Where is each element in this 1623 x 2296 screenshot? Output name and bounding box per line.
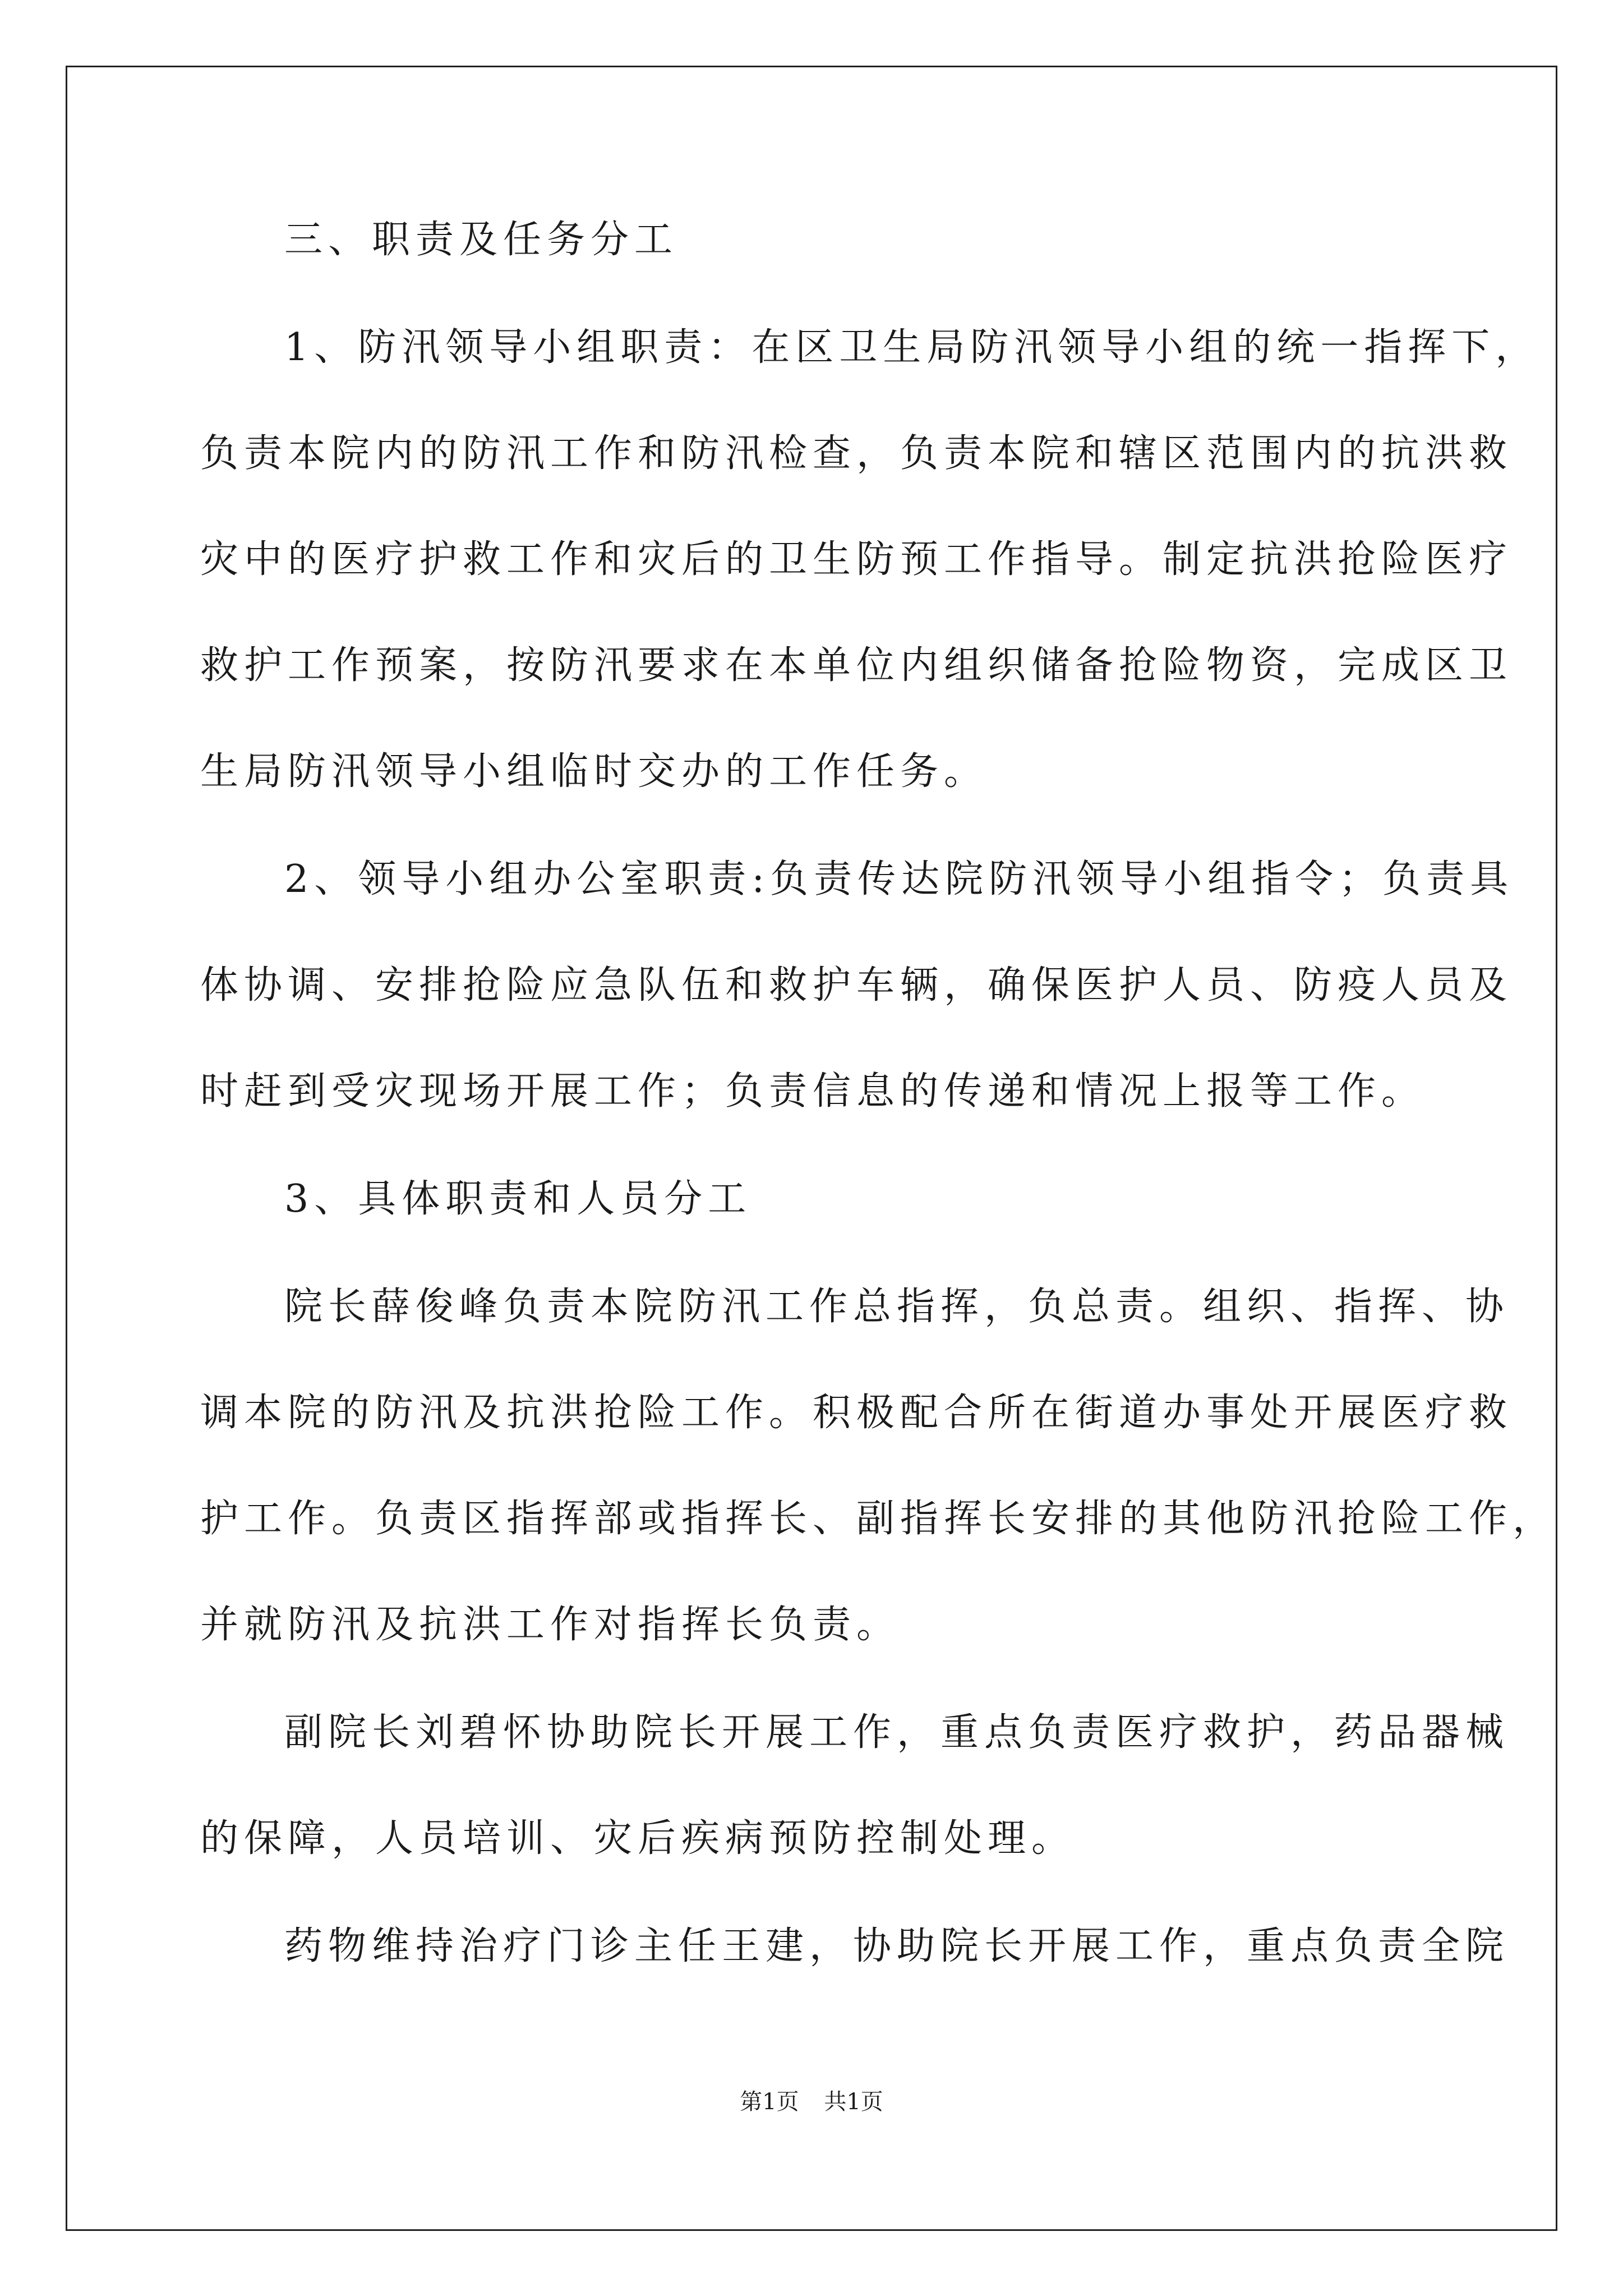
paragraph-line: 负责本院内的防汛工作和防汛检查，负责本院和辖区范围内的抗洪救 (200, 431, 1513, 476)
paragraph-line: 护工作。负责区指挥部或指挥长、副指挥长安排的其他防汛抢险工作， (200, 1497, 1557, 1541)
paragraph-line: 生局防汛领导小组临时交办的工作任务。 (200, 749, 988, 794)
paragraph (200, 1280, 1557, 1652)
paragraph-line: 救护工作预案，按防汛要求在本单位内组织储备抢险物资，完成区卫 (200, 643, 1513, 688)
paragraph-line: 药物维持治疗门诊主任王建，协助院长开展工作，重点负责全院 (284, 1924, 1510, 1968)
paragraph-line: 调本院的防汛及抗洪抢险工作。积极配合所在街道办事处开展医疗救 (200, 1391, 1513, 1435)
paragraph (200, 321, 1539, 799)
page-number-current: 第1页 (740, 2089, 799, 2115)
paragraph-line: 时赶到受灾现场开展工作；负责信息的传递和情况上报等工作。 (200, 1069, 1426, 1114)
paragraph-line: 3、具体职责和人员分工 (284, 1177, 752, 1221)
paragraph-line: 1、防汛领导小组职责：在区卫生局防汛领导小组的统一指挥下， (284, 325, 1539, 370)
paragraph-line: 并就防汛及抗洪工作对指挥长负责。 (200, 1603, 901, 1647)
section-heading: 三、职责及任务分工 (284, 218, 679, 262)
paragraph-line: 2、领导小组办公室职责:负责传达院防汛领导小组指令；负责具 (284, 857, 1514, 901)
paragraph-line: 体协调、安排抢险应急队伍和救护车辆，确保医护人员、防疫人员及 (200, 963, 1513, 1007)
paragraph (200, 1920, 1510, 1973)
page-footer (0, 2088, 1623, 2116)
paragraph (200, 853, 1514, 1119)
document-body (200, 213, 1557, 2027)
paragraph-line: 院长薛俊峰负责本院防汛工作总指挥，负总责。组织、指挥、协 (284, 1285, 1510, 1329)
paragraph-line: 副院长刘碧怀协助院长开展工作，重点负责医疗救护，药品器械 (284, 1710, 1510, 1755)
paragraph (200, 1706, 1510, 1866)
paragraph-line: 的保障，人员培训、灾后疾病预防控制处理。 (200, 1816, 1076, 1861)
page-number-total: 共1页 (824, 2089, 883, 2115)
paragraph-line: 灾中的医疗护救工作和灾后的卫生防预工作指导。制定抗洪抢险医疗 (200, 537, 1513, 582)
paragraph (200, 1172, 1428, 1226)
